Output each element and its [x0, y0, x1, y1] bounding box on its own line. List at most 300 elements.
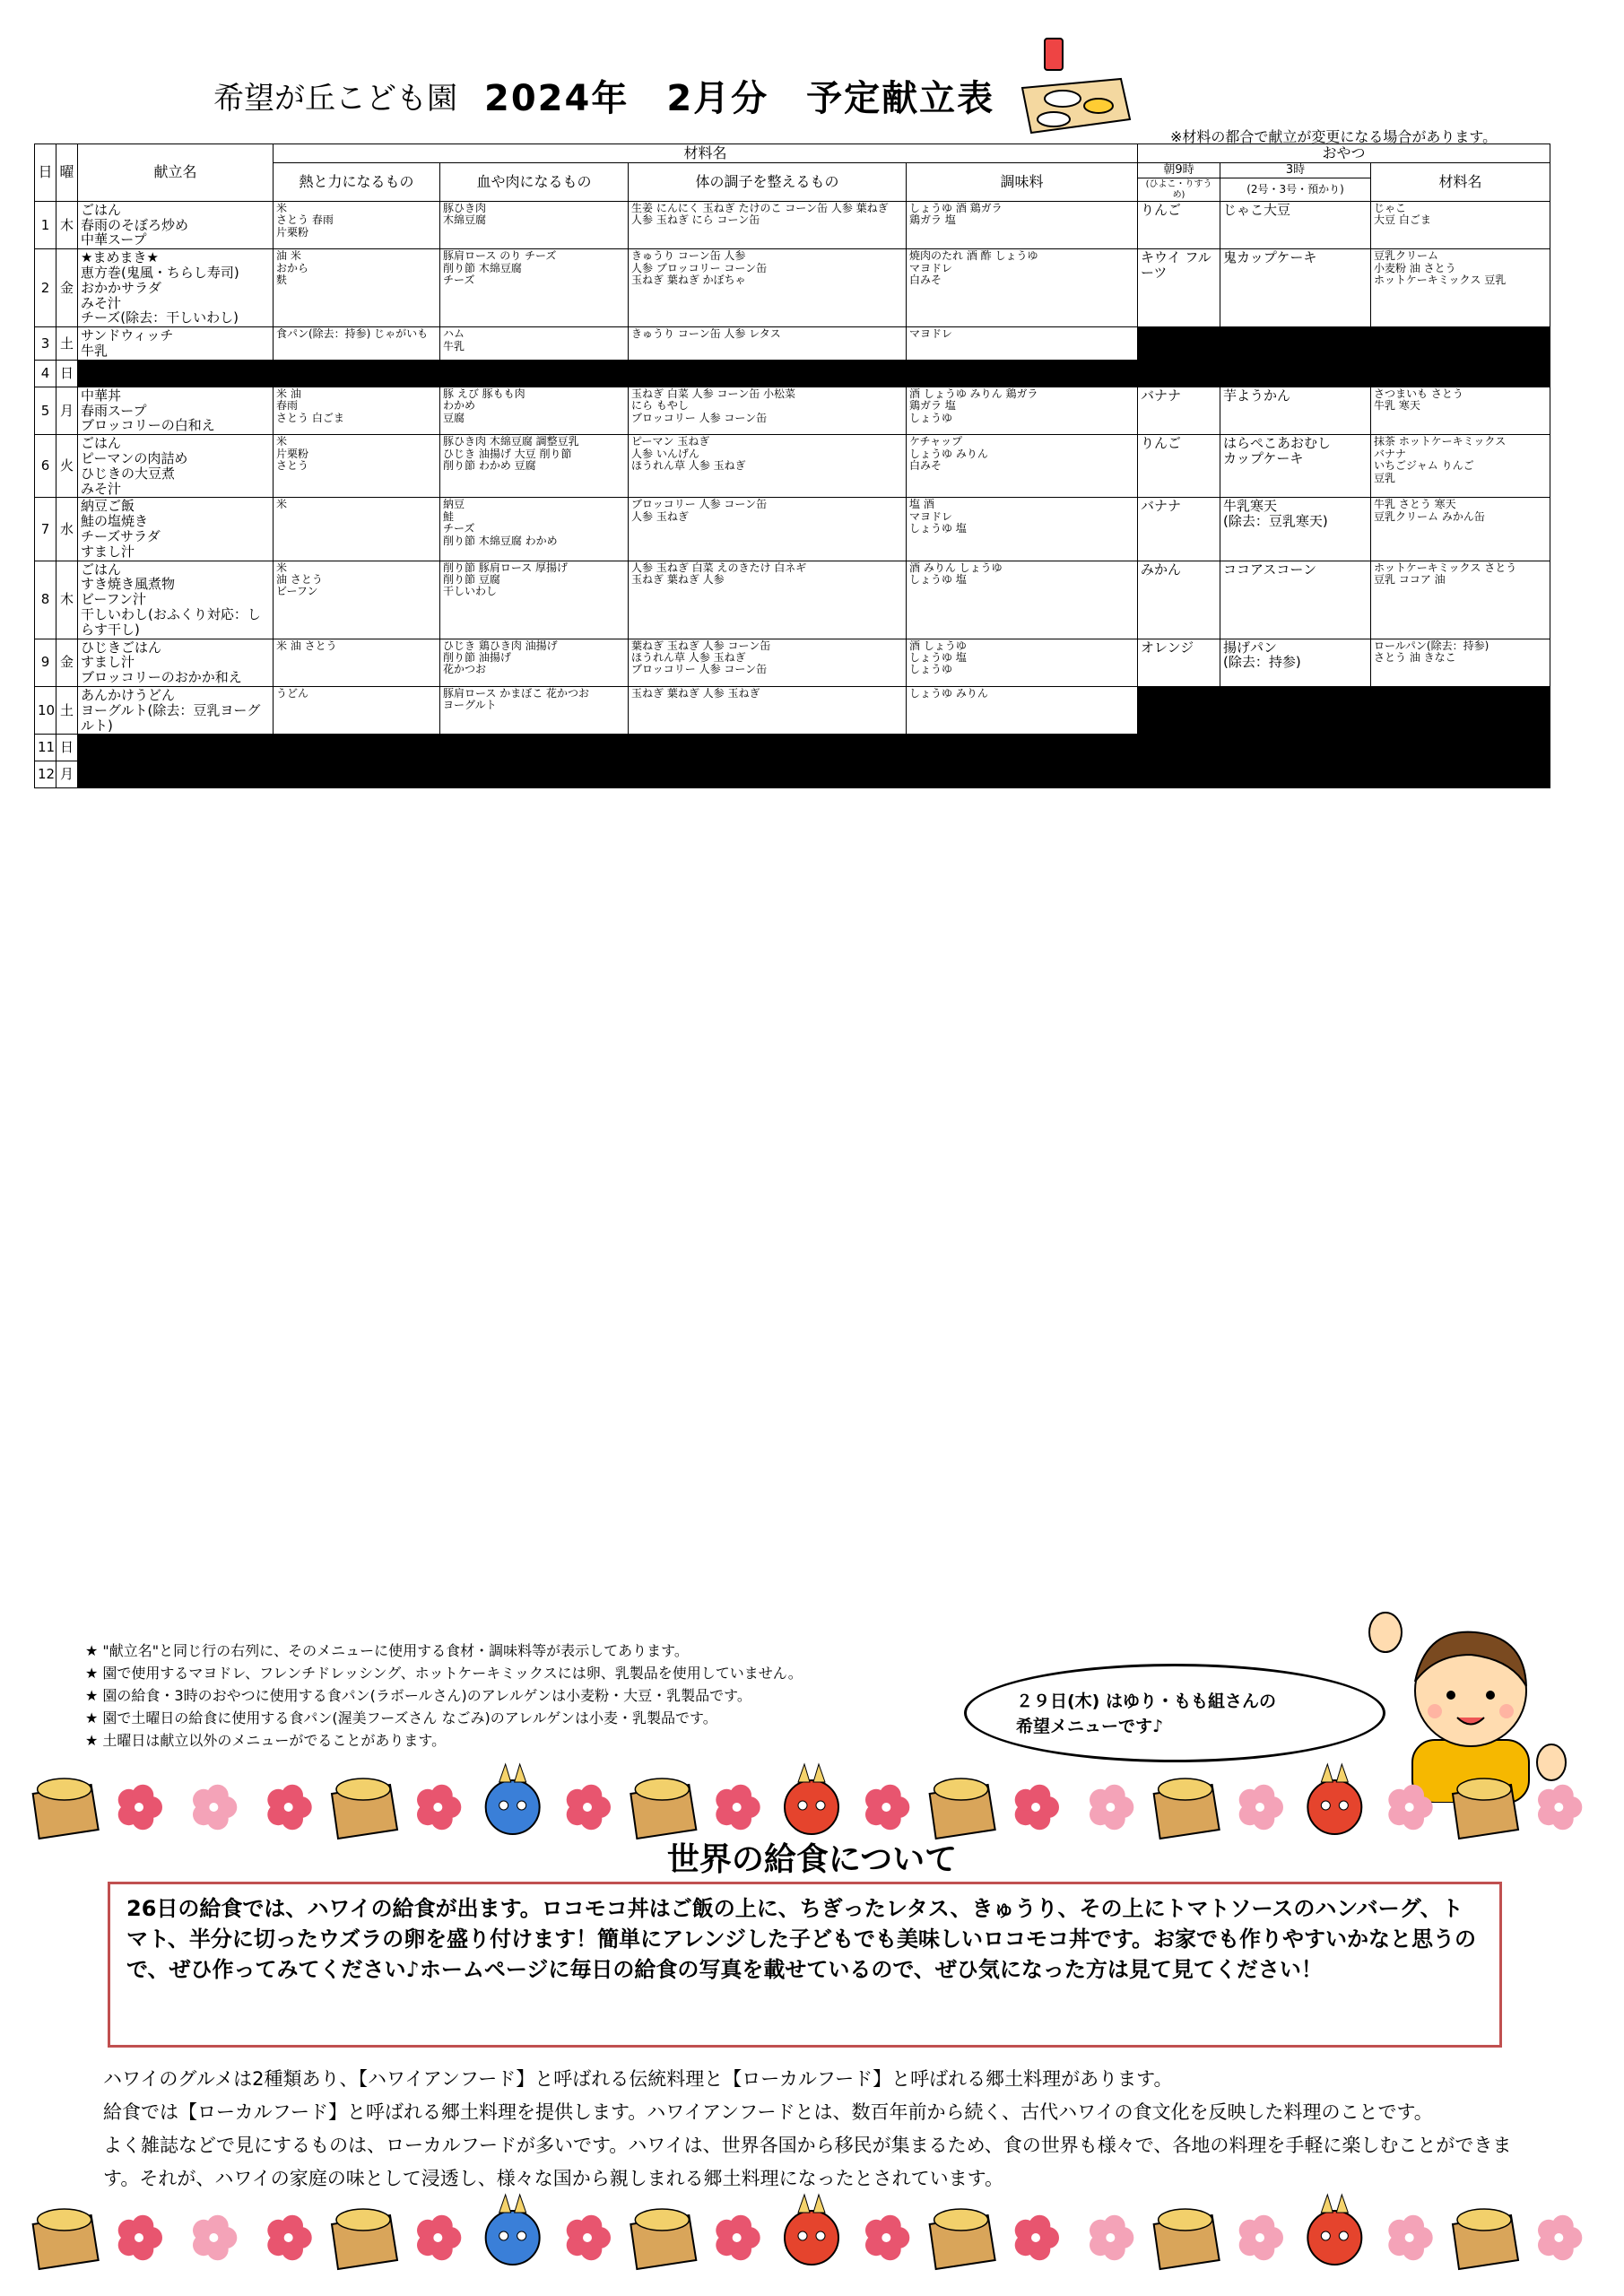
seasonings: [907, 201, 1138, 248]
menu-dishes: [78, 249, 274, 327]
protein-foods-line: 削り節 木綿豆腐 わかめ: [443, 534, 558, 547]
vegetable-foods-line: にら もやし: [631, 399, 689, 413]
vegetable-foods: [629, 561, 907, 639]
seasonings-line: 鶏ガラ 塩: [909, 213, 956, 227]
table-row: [35, 249, 1550, 327]
plum-blossom-icon: [1388, 2215, 1432, 2261]
protein-foods-line: 干しいわし: [443, 585, 498, 598]
weekday: 金: [56, 249, 78, 327]
seasonings: [907, 435, 1138, 498]
plum-blossom-icon: [865, 2215, 909, 2261]
header-seasoning: 調味料: [907, 162, 1138, 201]
menu-dishes-line: すき焼き風煮物: [81, 576, 176, 593]
weekday: 日: [56, 360, 78, 387]
seasonings-line: しょうゆ 塩: [909, 522, 967, 535]
day-number: 6: [35, 435, 56, 498]
bean-box-icon: [1453, 2209, 1518, 2269]
snack-ingredients: [1371, 435, 1550, 498]
vegetable-foods-line: ブロッコリー 人参 コーン缶: [631, 498, 768, 511]
protein-foods-line: 削り節 油揚げ: [443, 650, 511, 664]
plum-blossom-icon: [267, 1785, 311, 1831]
snack-ingredients-line: 大豆 白ごま: [1374, 213, 1431, 227]
snack-9am-line: バナナ: [1141, 498, 1182, 515]
menu-dishes-line: 牛乳: [81, 343, 109, 359]
table-row: [35, 498, 1550, 561]
energy-foods: [274, 498, 440, 561]
table-row: [35, 327, 1550, 361]
menu-dishes-line: ブロッコリーの白和え: [81, 417, 215, 434]
change-notice: ※材料の都合で献立が変更になる場合があります。: [1170, 128, 1498, 145]
day-number: 5: [35, 387, 56, 434]
snack-ingredients-line: 小麦粉 油 さとう: [1374, 261, 1456, 274]
paragraph: よく雑誌などで見にするものは、ローカルフードが多いです。ハワイは、世界各国から移民が集まるため、食の世界も様々で、各地の料理を手軽に楽しむことができます。それが、ハワイの家庭の味として浸透し、様々な国から親しまれる郷土料理になったとされています。: [103, 2135, 1512, 2189]
table-row: [35, 360, 1550, 387]
vegetable-foods-line: 人参 いんげん: [631, 447, 699, 460]
energy-foods-line: 米: [276, 561, 288, 574]
energy-foods-line: さとう 春雨: [276, 213, 334, 227]
bean-box-icon: [1154, 1779, 1220, 1839]
menu-dishes-line: ピーマンの肉詰め: [81, 449, 188, 466]
snack-3pm: [1220, 498, 1371, 561]
seasonings: [907, 327, 1138, 361]
seasonings-line: しょうゆ みりん: [909, 447, 988, 460]
seasonings-line: 酒 しょうゆ: [909, 639, 967, 652]
table-row: [35, 639, 1550, 686]
energy-foods-line: 米 油: [276, 387, 301, 400]
no-snack-bar: [1138, 686, 1550, 734]
bean-box-icon: [1453, 1779, 1518, 1839]
protein-foods: [440, 498, 629, 561]
vegetable-foods: [629, 387, 907, 434]
menu-dishes-line: ごはん: [81, 561, 122, 578]
menu-dishes: [78, 387, 274, 434]
menu-dishes-line: チーズ(除去：干しいわし): [81, 309, 239, 326]
menu-dishes-line: 中華スープ: [81, 231, 147, 248]
protein-foods-line: 豚肩ロース かまぼこ 花かつお: [443, 686, 590, 700]
menu-dishes-line: おかかサラダ: [81, 279, 161, 296]
menu-dishes-line: チーズサラダ: [81, 527, 161, 544]
snack-ingredients-line: ロールパン(除去：持参): [1374, 639, 1489, 652]
vegetable-foods-line: 玉ねぎ 白菜 人参 コーン缶 小松菜: [631, 387, 796, 400]
vegetable-foods-line: きゅうり コーン缶 人参: [631, 249, 746, 263]
closed-day-bar: [78, 761, 1550, 788]
day-number: 2: [35, 249, 56, 327]
plum-blossom-icon: [1015, 2215, 1059, 2261]
protein-foods-line: 鮭: [443, 509, 455, 523]
snack-ingredients-line: 牛乳 さとう 寒天: [1374, 498, 1456, 511]
plum-blossom-icon: [193, 1785, 237, 1831]
snack-3pm-line: ココアスコーン: [1223, 561, 1317, 578]
snack-3pm-line: 鬼カップケーキ: [1223, 249, 1317, 266]
paragraph: ハワイのグルメは2種類あり、【ハワイアンフード】と呼ばれる伝統料理と【ローカルフード】と呼ばれる郷土料理があります。: [103, 2068, 1173, 2090]
lunch-tray-icon: [1013, 34, 1139, 142]
bubble-line: 希望メニューです♪: [1016, 1717, 1164, 1736]
protein-foods-line: ハム: [443, 327, 465, 341]
bean-box-icon: [930, 2209, 995, 2269]
snack-9am-line: オレンジ: [1141, 639, 1194, 656]
snack-ingredients-line: 豆乳 ココア 油: [1374, 573, 1446, 586]
menu-dishes-line: ヨーグルト(除去：豆乳ヨーグルト): [81, 701, 261, 734]
energy-foods-line: 麩: [276, 274, 288, 287]
energy-foods-line: さとう: [276, 459, 309, 473]
menu-dishes-line: 春雨スープ: [81, 402, 147, 419]
page-header: [0, 0, 1624, 148]
vegetable-foods-line: ほうれん草 人参 玉ねぎ: [631, 650, 746, 664]
energy-foods-line: 米 油 さとう: [276, 639, 337, 652]
vegetable-foods-line: ブロッコリー 人参 コーン缶: [631, 411, 768, 424]
vegetable-foods-line: 葉ねぎ 玉ねぎ 人参 コーン缶: [631, 639, 771, 652]
snack-9am-line: みかん: [1141, 561, 1182, 578]
plum-blossom-icon: [567, 1785, 611, 1831]
snack-ingredients-line: さつまいも さとう: [1374, 387, 1463, 400]
vegetable-foods-line: きゅうり コーン缶 人参 レタス: [631, 327, 781, 341]
header-snack-9: 朝9時: [1163, 162, 1194, 177]
menu-dishes-line: サンドウィッチ: [81, 327, 174, 344]
world-lunch-title: 世界の給食について: [666, 1841, 958, 1878]
snack-3pm-line: じゃこ大豆: [1223, 201, 1291, 218]
bean-box-icon: [630, 2209, 696, 2269]
seasonings-line: しょうゆ 酒 鶏ガラ: [909, 201, 1003, 214]
menu-dishes-line: 納豆ご飯: [81, 498, 135, 515]
energy-foods: [274, 561, 440, 639]
seasonings-line: 白みそ: [909, 274, 942, 287]
protein-foods-line: チーズ: [443, 522, 475, 535]
plum-blossom-icon: [417, 2215, 461, 2261]
day-number: 10: [35, 686, 56, 734]
header-snack-9-sub: (ひよこ・りすうめ): [1138, 178, 1220, 201]
vegetable-foods: [629, 249, 907, 327]
seasonings: [907, 387, 1138, 434]
energy-foods-line: 片栗粉: [276, 447, 309, 460]
menu-dishes: [78, 686, 274, 734]
vegetable-foods: [629, 498, 907, 561]
decoration-border: [27, 2193, 1596, 2274]
snack-ingredients-line: 抹茶 ホットケーキミックス: [1374, 435, 1507, 448]
snack-3pm: [1220, 249, 1371, 327]
seasonings: [907, 686, 1138, 734]
energy-foods: [274, 327, 440, 361]
menu-dishes: [78, 639, 274, 686]
protein-foods: [440, 639, 629, 686]
menu-dishes: [78, 201, 274, 248]
bubble-line: ２９日(木) はゆり・もも組さんの: [1016, 1692, 1276, 1711]
energy-foods: [274, 435, 440, 498]
plum-blossom-icon: [193, 2215, 237, 2261]
menu-dishes-line: 鮭の塩焼き: [81, 513, 149, 530]
oni-mask-icon: [785, 2195, 838, 2265]
menu-dishes-line: ごはん: [81, 435, 122, 452]
menu-dishes-line: 春雨のそぼろ炒め: [81, 216, 189, 233]
snack-ingredients: [1371, 639, 1550, 686]
vegetable-foods: [629, 201, 907, 248]
header-ingredients: 材料名: [274, 144, 1138, 163]
oni-mask-icon: [486, 1764, 540, 1834]
footnote: ★ 土曜日は献立以外のメニューがでることがあります。: [85, 1732, 447, 1749]
vegetable-foods-line: 人参 玉ねぎ にら コーン缶: [631, 213, 760, 227]
snack-ingredients-line: バナナ: [1374, 447, 1407, 460]
snack-3pm: [1220, 639, 1371, 686]
footnotes: [85, 1639, 803, 1752]
hawaii-explanation: [103, 2063, 1538, 2196]
snack-3pm-line: (除去：持参): [1223, 654, 1301, 671]
bean-box-icon: [1154, 2209, 1220, 2269]
oni-mask-icon: [1307, 2195, 1361, 2265]
protein-foods-line: わかめ: [443, 399, 476, 413]
oni-mask-icon: [785, 1764, 838, 1834]
energy-foods-line: ビーフン: [276, 585, 318, 598]
no-snack-bar: [1138, 327, 1550, 361]
table-row: [35, 686, 1550, 734]
world-lunch-box: 26日の給食では、ハワイの給食が出ます。ロコモコ丼はご飯の上に、ちぎったレタス、きゅうり、その上にトマトソースのハンバーグ、トマト、半分に切ったウズラの卵を盛り付けます！簡単にアレンジした子どもでも美味しいロコモコ丼です。お家でも作りやすいかなと思うので、ぜひ作ってみてください♪ホームページに毎日の給食の写真を載せているので、ぜひ気になった方は見て見てください！: [108, 1882, 1502, 2048]
header-energy: 熱と力になるもの: [274, 162, 440, 201]
snack-9am: [1138, 435, 1220, 498]
table-row: [35, 561, 1550, 639]
table-row: [35, 387, 1550, 434]
header-day: 日: [35, 144, 56, 202]
protein-foods-line: 削り節 わかめ 豆腐: [443, 459, 536, 473]
weekday: 土: [56, 327, 78, 361]
snack-ingredients-line: いちごジャム りんご: [1374, 459, 1474, 473]
day-number: 1: [35, 201, 56, 248]
footnote: ★ 園の給食・3時のおやつに使用する食パン(ラボールさん)のアレルゲンは小麦粉・大豆・乳製品です。: [85, 1687, 751, 1704]
vegetable-foods: [629, 435, 907, 498]
header-snack-3: 3時: [1285, 162, 1306, 177]
snack-9am-line: りんご: [1141, 435, 1182, 452]
bean-box-icon: [930, 1779, 995, 1839]
protein-foods-line: チーズ: [443, 274, 475, 287]
plum-blossom-icon: [417, 1785, 461, 1831]
seasonings-line: 塩 酒: [909, 498, 934, 511]
protein-foods-line: 納豆: [443, 498, 465, 511]
menu-dishes: [78, 561, 274, 639]
protein-foods: [440, 686, 629, 734]
menu-dishes: [78, 327, 274, 361]
energy-foods-line: 米: [276, 201, 288, 214]
protein-foods-line: 豆腐: [443, 411, 465, 424]
vegetable-foods-line: 人参 玉ねぎ: [631, 509, 689, 523]
snack-9am: [1138, 639, 1220, 686]
oni-mask-icon: [486, 2195, 540, 2265]
plum-blossom-icon: [267, 2215, 311, 2261]
oni-mask-icon: [1307, 1764, 1361, 1834]
seasonings-line: ケチャップ: [909, 435, 963, 448]
snack-3pm-line: 芋ようかん: [1223, 387, 1291, 404]
vegetable-foods-line: 玉ねぎ 葉ねぎ 人参: [631, 573, 725, 586]
protein-foods-line: 牛乳: [443, 339, 465, 352]
weekday: 月: [56, 387, 78, 434]
vegetable-foods-line: 人参 ブロッコリー コーン缶: [631, 261, 768, 274]
snack-ingredients: [1371, 249, 1550, 327]
seasonings-line: しょうゆ 塩: [909, 650, 967, 664]
vegetable-foods-line: ブロッコリー 人参 コーン缶: [631, 663, 768, 676]
snack-9am-line: キウイ フルーツ: [1141, 249, 1211, 282]
plum-blossom-icon: [1538, 2215, 1582, 2261]
protein-foods-line: 削り節 豚肩ロース 厚揚げ: [443, 561, 569, 574]
snack-ingredients-line: 豆乳クリーム みかん缶: [1374, 509, 1485, 523]
weekday: 水: [56, 498, 78, 561]
snack-3pm-line: カップケーキ: [1223, 449, 1304, 466]
snack-ingredients: [1371, 561, 1550, 639]
seasonings-line: マヨドレ: [909, 509, 953, 523]
snack-3pm: [1220, 387, 1371, 434]
snack-3pm: [1220, 435, 1371, 498]
menu-dishes-line: ブロッコリーのおかか和え: [81, 669, 242, 686]
decoration-border: [27, 1762, 1596, 1843]
protein-foods: [440, 435, 629, 498]
protein-foods-line: 木綿豆腐: [443, 213, 487, 227]
plum-blossom-icon: [1015, 1785, 1059, 1831]
menu-table: [34, 144, 1550, 788]
energy-foods: [274, 639, 440, 686]
menu-dishes-line: 干しいわし(おふくり対応：しらす干し): [81, 605, 261, 638]
snack-ingredients: [1371, 201, 1550, 248]
plum-blossom-icon: [1538, 1785, 1582, 1831]
seasonings-line: しょうゆ みりん: [909, 686, 988, 700]
weekday: 土: [56, 686, 78, 734]
menu-dishes-line: みそ汁: [81, 480, 122, 497]
snack-ingredients: [1371, 387, 1550, 434]
table-row: [35, 735, 1550, 761]
bean-box-icon: [33, 1779, 99, 1839]
bean-box-icon: [630, 1779, 696, 1839]
header-condition: 体の調子を整えるもの: [629, 162, 907, 201]
vegetable-foods: [629, 327, 907, 361]
snack-ingredients-line: 豆乳クリーム: [1374, 249, 1439, 263]
plum-blossom-icon: [865, 1785, 909, 1831]
seasonings-line: しょうゆ: [909, 411, 953, 424]
header-blood: 血や肉になるもの: [440, 162, 629, 201]
menu-dishes-line: ごはん: [81, 201, 122, 218]
day-number: 3: [35, 327, 56, 361]
menu-dishes-line: みそ汁: [81, 294, 122, 311]
header-weekday: 曜: [56, 144, 78, 202]
plum-blossom-icon: [1239, 1785, 1283, 1831]
energy-foods: [274, 201, 440, 248]
snack-3pm-line: 揚げパン: [1223, 639, 1278, 656]
table-row: [35, 435, 1550, 498]
snack-9am: [1138, 201, 1220, 248]
vegetable-foods-line: ほうれん草 人参 玉ねぎ: [631, 459, 746, 473]
energy-foods-line: うどん: [276, 686, 309, 700]
menu-dishes-line: ビーフン汁: [81, 591, 147, 608]
snack-3pm-line: (除去：豆乳寒天): [1223, 513, 1328, 530]
header-snack-ingredients: 材料名: [1371, 162, 1550, 201]
seasonings-line: しょうゆ 塩: [909, 573, 967, 586]
seasonings: [907, 498, 1138, 561]
vegetable-foods-line: ピーマン 玉ねぎ: [631, 435, 710, 448]
energy-foods-line: 米: [276, 435, 288, 448]
menu-dishes-line: すまし汁: [81, 543, 135, 560]
menu-dishes-line: ひじきごはん: [81, 639, 162, 656]
menu-body: [35, 201, 1550, 788]
footnote: ★ 園で土曜日の給食に使用する食パン(渥美フーズさん なごみ)のアレルゲンは小麦・乳製品です。: [85, 1709, 717, 1726]
table-row: [35, 201, 1550, 248]
day-number: 4: [35, 360, 56, 387]
vegetable-foods-line: 生姜 にんにく 玉ねぎ たけのこ コーン缶 人参 葉ねぎ: [631, 201, 889, 214]
seasonings-line: マヨドレ: [909, 261, 953, 274]
plum-blossom-icon: [1090, 1785, 1133, 1831]
protein-foods: [440, 387, 629, 434]
closed-day-bar: [78, 735, 1550, 761]
closed-day-bar: [78, 360, 1550, 387]
weekday: 木: [56, 201, 78, 248]
protein-foods-line: 豚ひき肉 木綿豆腐 調整豆乳: [443, 435, 579, 448]
menu-dishes-line: 中華丼: [81, 387, 122, 404]
plum-blossom-icon: [716, 2215, 760, 2261]
protein-foods-line: ひじき 鶏ひき肉 油揚げ: [443, 639, 558, 652]
seasonings-line: 鶏ガラ 塩: [909, 399, 956, 413]
snack-9am: [1138, 249, 1220, 327]
plum-blossom-icon: [1239, 2215, 1283, 2261]
footnote: ★ 園で使用するマヨドレ、フレンチドレッシング、ホットケーキミックスには卵、乳製品を使用していません。: [85, 1665, 803, 1682]
protein-foods-line: ヨーグルト: [443, 699, 497, 712]
menu-dishes-line: すまし汁: [81, 654, 135, 671]
plum-blossom-icon: [118, 2215, 162, 2261]
plum-blossom-icon: [567, 2215, 611, 2261]
bean-box-icon: [33, 2209, 99, 2269]
protein-foods: [440, 249, 629, 327]
day-number: 12: [35, 761, 56, 788]
header-snack-3-sub: (2号・3号・預かり): [1220, 178, 1371, 201]
snack-3pm: [1220, 561, 1371, 639]
snack-ingredients: [1371, 498, 1550, 561]
snack-9am: [1138, 498, 1220, 561]
energy-foods-line: 食パン(除去：持参) じゃがいも: [276, 327, 429, 341]
protein-foods: [440, 327, 629, 361]
snack-ingredients-line: ホットケーキミックス さとう: [1374, 561, 1517, 574]
header-snack: おやつ: [1138, 144, 1550, 163]
snack-3pm-line: はらぺこあおむし: [1223, 435, 1332, 452]
snack-9am: [1138, 561, 1220, 639]
protein-foods-line: 豚 えび 豚もも肉: [443, 387, 525, 400]
plum-blossom-icon: [1090, 2215, 1133, 2261]
menu-dishes-line: あんかけうどん: [81, 686, 176, 703]
energy-foods-line: 油 米: [276, 249, 301, 263]
snack-ingredients-line: じゃこ: [1374, 201, 1407, 214]
table-row: [35, 761, 1550, 788]
vegetable-foods-line: 玉ねぎ 葉ねぎ 人参 玉ねぎ: [631, 686, 760, 700]
nursery-name: 希望が丘こども園: [213, 81, 457, 117]
header-menu: 献立名: [78, 144, 274, 202]
seasonings: [907, 561, 1138, 639]
seasonings-line: 焼肉のたれ 酒 酢 しょうゆ: [909, 249, 1038, 263]
weekday: 木: [56, 561, 78, 639]
energy-foods-line: 米: [276, 498, 288, 511]
bean-box-icon: [332, 1779, 397, 1839]
day-number: 11: [35, 735, 56, 761]
seasonings: [907, 639, 1138, 686]
seasonings-line: 酒 しょうゆ みりん 鶏ガラ: [909, 387, 1038, 400]
footnote: ★ "献立名"と同じ行の右列に、そのメニューに使用する食材・調味料等が表示してあります。: [85, 1642, 689, 1659]
protein-foods-line: 花かつお: [443, 663, 487, 676]
protein-foods: [440, 201, 629, 248]
protein-foods-line: 豚ひき肉: [443, 201, 487, 214]
snack-ingredients-line: 豆乳: [1374, 471, 1396, 484]
energy-foods-line: 春雨: [276, 399, 299, 413]
page-title: 2024年 2月分 予定献立表: [484, 78, 995, 119]
energy-foods-line: さとう 白ごま: [276, 411, 344, 424]
seasonings-line: 酒 みりん しょうゆ: [909, 561, 1003, 574]
snack-ingredients-line: ホットケーキミックス 豆乳: [1374, 274, 1507, 287]
menu-dishes-line: 恵方巻(鬼風・ちらし寿司): [81, 265, 239, 282]
menu-dishes-line: ひじきの大豆煮: [81, 465, 176, 482]
menu-dishes: [78, 435, 274, 498]
menu-dishes: [78, 498, 274, 561]
snack-ingredients-line: 牛乳 寒天: [1374, 399, 1420, 413]
menu-dishes-line: ★まめまき★: [81, 249, 159, 266]
seasonings: [907, 249, 1138, 327]
snack-9am-line: りんご: [1141, 201, 1182, 218]
